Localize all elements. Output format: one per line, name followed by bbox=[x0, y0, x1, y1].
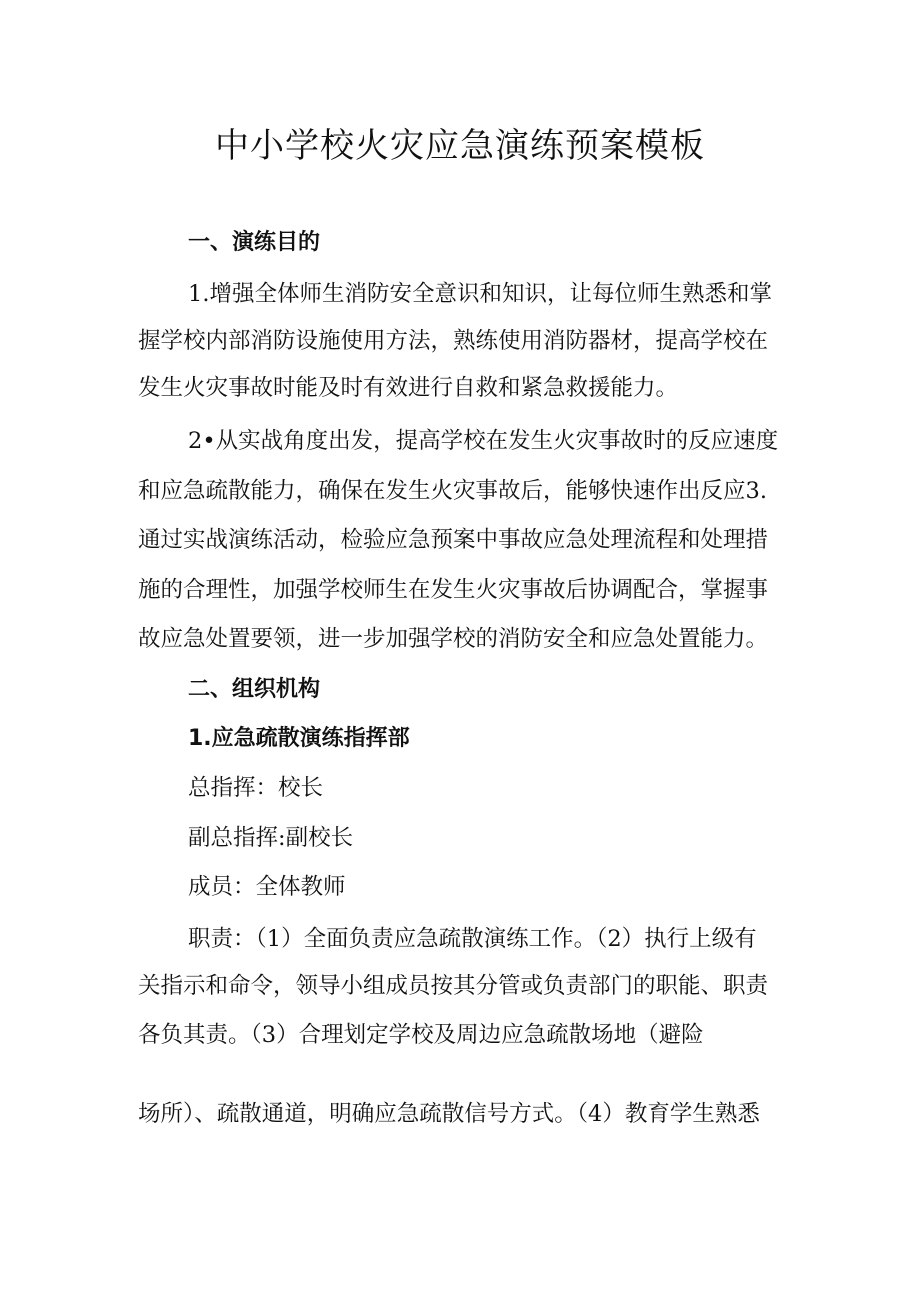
section-heading-organization: 二、组织机构 bbox=[188, 677, 321, 702]
paragraph-line: 通过实战演练活动，检验应急预案中事故应急处理流程和处理措 bbox=[138, 527, 769, 553]
paragraph-line: 故应急处置要领，进一步加强学校的消防安全和应急处置能力。 bbox=[138, 626, 769, 652]
paragraph-line: 场所）、疏散通道，明确应急疏散信号方式。（4）教育学生熟悉 bbox=[138, 1101, 760, 1127]
duties-line: 职责：（1）全面负责应急疏散演练工作。（2）执行上级有 bbox=[188, 926, 757, 952]
paragraph-line: 施的合理性，加强学校师生在发生火灾事故后协调配合，掌握事 bbox=[138, 577, 769, 603]
section-heading-drill-purpose: 一、演练目的 bbox=[188, 230, 321, 255]
deputy-commander-line: 副总指挥:副校长 bbox=[188, 825, 354, 851]
paragraph-line: 和应急疏散能力，确保在发生火灾事故后，能够快速作出反应3. bbox=[138, 478, 767, 504]
paragraph-line: 1.增强全体师生消防安全意识和知识，让每位师生熟悉和掌 bbox=[188, 281, 772, 307]
paragraph-line: 握学校内部消防设施使用方法，熟练使用消防器材，提高学校在 bbox=[138, 328, 769, 354]
members-line: 成员：全体教师 bbox=[188, 874, 346, 900]
paragraph-line: 2•从实战角度出发，提高学校在发生火灾事故时的反应速度 bbox=[188, 428, 779, 454]
subsection-heading-command: 1.应急疏散演练指挥部 bbox=[188, 726, 410, 751]
paragraph-line: 关指示和命令，领导小组成员按其分管或负责部门的职能、职责 bbox=[138, 973, 769, 999]
paragraph-line: 各负其责。（3）合理划定学校及周边应急疏散场地（避险 bbox=[138, 1022, 704, 1048]
document-title: 中小学校火灾应急演练预案模板 bbox=[215, 126, 705, 166]
commander-line: 总指挥：校长 bbox=[188, 775, 324, 801]
paragraph-line: 发生火灾事故时能及时有效进行自救和紧急救援能力。 bbox=[138, 375, 679, 401]
